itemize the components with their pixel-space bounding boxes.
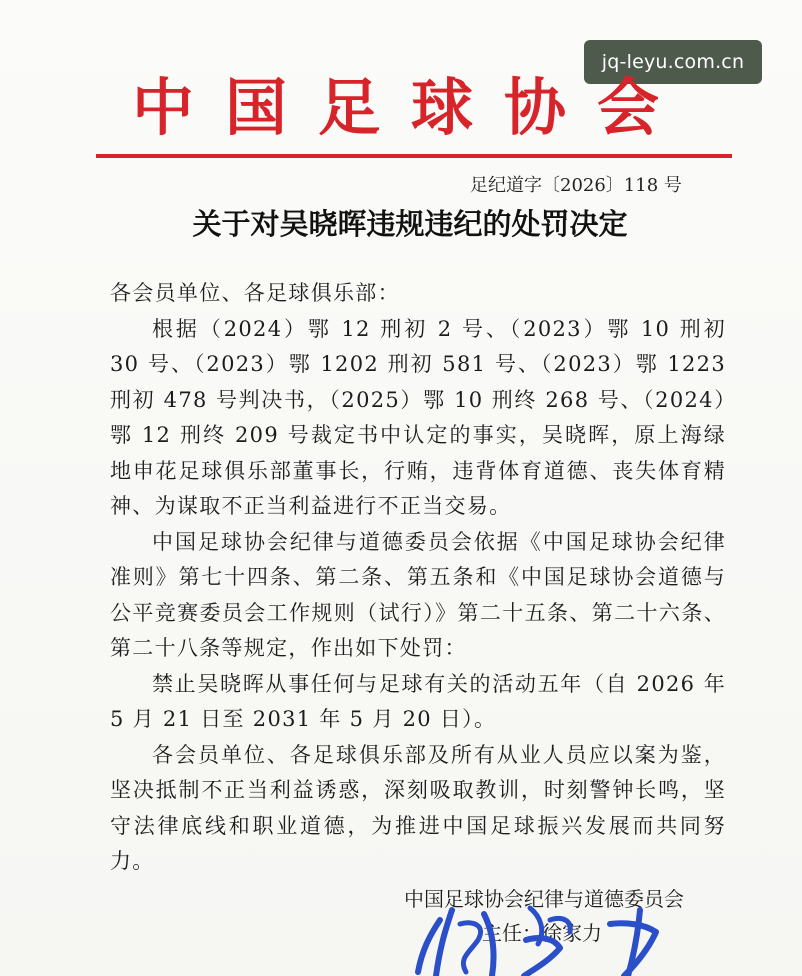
watermark-label: jq-leyu.com.cn xyxy=(584,40,762,84)
document-title: 关于对吴晓晖违规违纪的处罚决定 xyxy=(192,207,628,241)
chair-name: 徐家力 xyxy=(542,921,602,945)
signing-chair xyxy=(482,918,702,948)
paragraph-regulation: 中国足球协会纪律与道德委员会依据《中国足球协会纪律准则》第七十四条、第二条、第五条和《中国足球协会道德与公平竞赛委员会工作规则（试行）》第二十五条、第二十六条、第二十八条等规定，作出如下处罚： xyxy=(110,529,726,660)
paragraph-warning: 各会员单位、各足球俱乐部及所有从业人员应以案为鉴，坚决抵制不正当利益诱惑，深刻吸取教训，时刻警钟长鸣，坚守法律底线和职业道德，为推进中国足球振兴发展而共同努力。 xyxy=(110,742,726,873)
document-body xyxy=(110,276,726,880)
chair-label: 主任： xyxy=(482,921,542,945)
paragraph-penalty: 禁止吴晓晖从事任何与足球有关的活动五年（自 2026 年 5 月 21 日至 2031 年 5 月 20 日）。 xyxy=(110,671,726,731)
red-divider xyxy=(96,154,732,158)
salutation: 各会员单位、各足球俱乐部： xyxy=(110,281,400,305)
paragraph-basis: 根据（2024）鄂 12 刑初 2 号、（2023）鄂 10 刑初 30 号、（2023）鄂 1202 刑初 581 号、（2023）鄂 1223 刑初 478 号判决书，（2025）鄂 10 刑终 268 号、（2024）鄂 12 刑终 209 号裁定书中认定的事实，吴晓晖，原上海绿地申花足球俱乐部董事长，行贿，违背体育道德、丧失体育精神、为谋取不正当利益进行不正当交易。 xyxy=(110,316,726,518)
organization-header: 中国足球协会 xyxy=(131,71,690,144)
document-number: 足纪道字〔2026〕118 号 xyxy=(470,175,682,196)
signing-organization: 中国足球协会纪律与道德委员会 xyxy=(404,887,684,911)
